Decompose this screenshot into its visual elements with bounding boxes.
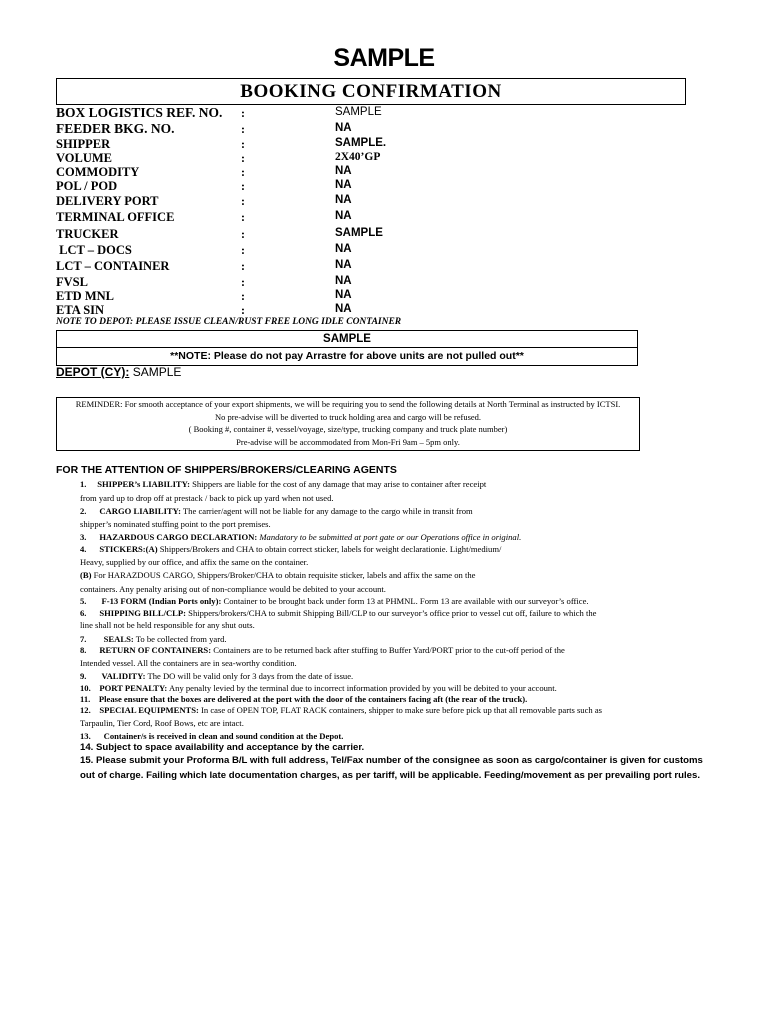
term-1-cont: from yard up to drop off at prestack / back to pick up yard when not used. [80,493,334,503]
field-value-lct-container: NA [335,259,352,271]
term-4b-cont: containers. Any penalty arising out of non-compliance would be debited to your account. [80,584,386,594]
term-text: The carrier/agent will not be liable for any damage to the cargo while in transit from [180,506,473,516]
term-11 [80,694,527,704]
field-colon: : [241,275,245,289]
field-value-feeder-bkg: NA [335,122,352,134]
term-text: In case of OPEN TOP, FLAT RACK containers, shipper to make sure before pick up that all removable parts such as [198,705,603,715]
term-number: 7. [80,634,87,644]
field-colon: : [241,259,245,273]
term-title: VALIDITY: [101,671,146,681]
term-number: 12. [80,705,91,715]
field-label-ref-no: BOX LOGISTICS REF. NO. [56,105,223,120]
field-value-commodity: NA [335,165,352,177]
booking-confirmation-banner [56,78,686,105]
term-5 [80,596,589,606]
document-title: SAMPLE [333,44,435,72]
term-title: RETURN OF CONTAINERS: [99,645,212,655]
field-colon: : [241,303,245,317]
field-colon: : [241,210,245,224]
field-label-terminal-office: TERMINAL OFFICE [56,210,175,224]
term-text: Containers are to be returned back after stuffing to Buffer Yard/PORT prior to the cut-off period of the [211,645,565,655]
term-text: To be collected from yard. [133,634,227,644]
term-3 [80,532,521,542]
term-text: Shippers/brokers/CHA to submit Shipping Bill/CLP to our surveyor’s office prior to vessel cut off, failure to which the [186,608,597,618]
depot-value: SAMPLE [132,365,182,379]
depot-line [56,365,181,379]
term-number: 13. [80,731,91,741]
field-colon: : [241,179,245,193]
term-title: SPECIAL EQUIPMENTS: [99,705,199,715]
term-2-cont: shipper’s nominated stuffing point to the port premises. [80,519,271,529]
term-title: F-13 FORM (Indian Ports only): [101,596,222,606]
term-7 [80,634,227,644]
term-4 [80,544,501,554]
term-4b [80,570,476,580]
field-colon: : [241,165,245,179]
term-1 [80,479,486,489]
term-text: For HARAZDOUS CARGO, Shippers/Broker/CHA to obtain requisite sticker, labels and affix the same on the [91,570,476,580]
field-label-lct-container: LCT – CONTAINER [56,259,170,273]
sample-note-box [56,330,638,366]
field-label-volume: VOLUME [56,151,112,165]
term-12-cont: Tarpaulin, Tier Cord, Roof Bows, etc are intact. [80,718,244,728]
field-label-etd-mnl: ETD MNL [56,289,114,303]
depot-label: DEPOT (CY): [56,365,130,379]
field-colon: : [241,243,245,257]
field-label-eta-sin: ETA SIN [56,303,105,317]
term-subpoint: (B) [80,570,92,580]
field-colon: : [241,137,245,151]
reminder-line: Pre-advise will be accommodated from Mon-Fri 9am – 5pm only. [236,436,460,447]
field-value-volume: 2X40’GP [335,151,381,163]
field-value-ref-no: SAMPLE [335,106,382,118]
term-number: 5. [80,596,87,606]
field-colon: : [241,122,245,136]
term-15-cont: out of charge. Failing which late documentation charges, as per tariff, will be applicable. Feeding/movement as per prevailing port rules. [80,770,700,781]
term-number: 8. [80,645,87,655]
term-title: PORT PENALTY: [99,683,168,693]
term-title: STICKERS: [99,544,146,554]
term-6-cont: line shall not be held responsible for any shut outs. [80,620,255,630]
term-text: Any penalty levied by the terminal due to incorrect information provided by you will be debited to your account. [167,683,557,693]
term-subpoint: (A) [145,544,158,554]
term-number: 10. [80,683,91,693]
term-text: Shippers/Brokers and CHA to obtain correct sticker, labels for weight declarationie. Light/medium/ [157,544,502,554]
term-text: Container/s is received in clean and sound condition at the Depot. [103,731,344,741]
term-text: Mandatory to be submitted at port gate or our Operations office in original. [257,532,522,542]
field-value-lct-docs: NA [335,243,352,255]
term-8-cont: Intended vessel. All the containers are in sea-worthy condition. [80,658,297,668]
term-title: HAZARDOUS CARGO DECLARATION: [99,532,258,542]
reminder-box [56,397,640,451]
term-14: 14. Subject to space availability and acceptance by the carrier. [80,742,365,753]
term-13 [80,731,343,741]
term-text: Container to be brought back under form 13 at PHMNL. Form 13 are available with our surveyor’s office. [221,596,589,606]
field-value-eta-sin: NA [335,303,352,315]
term-number: 6. [80,608,87,618]
term-number: 9. [80,671,87,681]
arrastre-note: **NOTE: Please do not pay Arrastre for above units are not pulled out** [170,350,524,362]
term-number: 1. [80,479,87,489]
term-6 [80,608,596,618]
term-4-cont: Heavy, supplied by our office, and affix the same on the container. [80,557,309,567]
term-number: 11. [80,694,91,704]
term-10 [80,683,557,693]
field-colon: : [241,106,245,120]
field-label-fvsl: FVSL [56,275,88,289]
field-label-pol-pod: POL / POD [56,179,118,193]
term-8 [80,645,565,655]
reminder-line: REMINDER: For smooth acceptance of your export shipments, we will be requiring you to send the following details at North Terminal as instructed by ICTSI. [75,399,621,409]
field-colon: : [241,151,245,165]
term-text: Please ensure that the boxes are delivered at the port with the door of the containers facing aft (the rear of the truck). [98,694,528,704]
term-text: The DO will be valid only for 3 days from the date of issue. [145,671,354,681]
field-value-pol-pod: NA [335,179,352,191]
term-2 [80,506,473,516]
field-label-lct-docs: LCT – DOCS [56,243,132,257]
field-colon: : [241,194,245,208]
reminder-line: No pre-advise will be diverted to truck holding area and cargo will be refused. [214,411,482,422]
field-colon: : [241,289,245,303]
term-number: 3. [80,532,87,542]
field-label-delivery-port: DELIVERY PORT [56,194,159,208]
term-text: Shippers are liable for the cost of any damage that may arise to container after receipt [189,479,487,489]
term-title: SHIPPING BILL/CLP: [99,608,187,618]
field-value-shipper: SAMPLE. [335,137,387,149]
field-value-fvsl: NA [335,275,352,287]
field-label-trucker: TRUCKER [56,227,119,241]
field-label-shipper: SHIPPER [56,137,111,151]
field-value-delivery-port: NA [335,194,352,206]
term-title: CARGO LIABILITY: [99,506,181,516]
term-12 [80,705,602,715]
term-15: 15. Please submit your Proforma B/L with full address, Tel/Fax number of the consignee as soon as cargo/container is given for customs [80,755,703,766]
field-value-etd-mnl: NA [335,289,352,301]
field-label-feeder-bkg: FEEDER BKG. NO. [56,121,175,136]
term-title: SHIPPER’s LIABILITY: [97,479,190,489]
field-colon: : [241,227,245,241]
note-to-depot: NOTE TO DEPOT: PLEASE ISSUE CLEAN/RUST FREE LONG IDLE CONTAINER [56,317,402,327]
term-number: 4. [80,544,87,554]
term-9 [80,671,353,681]
field-value-terminal-office: NA [335,210,352,222]
booking-confirmation-heading: BOOKING CONFIRMATION [240,81,502,102]
reminder-line: ( Booking #, container #, vessel/voyage, size/type, trucking company and truck plate number) [188,424,508,434]
field-label-commodity: COMMODITY [56,165,140,179]
term-number: 2. [80,506,87,516]
term-title: SEALS: [103,634,134,644]
attention-heading: FOR THE ATTENTION OF SHIPPERS/BROKERS/CLEARING AGENTS [56,464,397,476]
sample-box-title: SAMPLE [57,331,637,348]
field-value-trucker: SAMPLE [335,227,383,239]
